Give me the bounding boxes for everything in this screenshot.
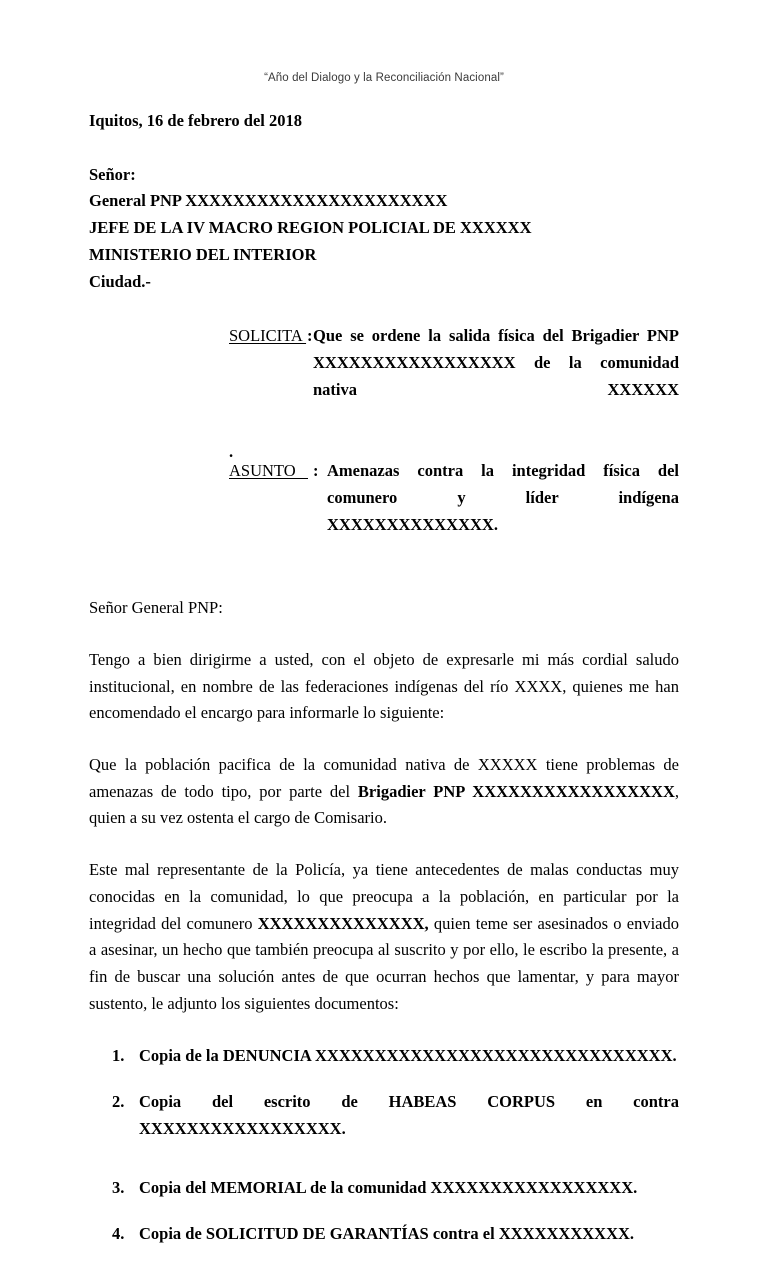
document-epigraph: “Año del Dialogo y la Reconciliación Nacional” [264, 72, 504, 84]
addressee-ministry-line: MINISTERIO DEL INTERIOR [89, 244, 317, 264]
list-item [112, 1221, 679, 1248]
list-item-number: 4. [112, 1224, 125, 1243]
asunto-label: ASUNTO [229, 461, 308, 481]
solicita-text: Que se ordene la salida física del Brigadier PNP XXXXXXXXXXXXXXXXX de la comunidad nativa XXXXXX [313, 326, 679, 399]
addressee-role-line: JEFE DE LA IV MACRO REGION POLICIAL DE XXXXXX [89, 218, 532, 238]
body-paragraph-2 [89, 752, 679, 832]
asunto-row [229, 458, 679, 565]
solicita-label: SOLICITA [229, 326, 307, 346]
paragraph-2-part-1: Que la población pacifica de la comunidad nativa de XXXXX tiene problemas de amenazas de todo tipo, por parte del [89, 754, 679, 801]
body-salutation: Señor General PNP: [89, 598, 223, 618]
asunto-text: Amenazas contra la integridad física del comunero y líder indígena XXXXXXXXXXXXXX. [327, 461, 679, 534]
list-item [112, 1089, 679, 1169]
list-item [112, 1175, 679, 1202]
addressee-name-line: General PNP XXXXXXXXXXXXXXXXXXXXXX [89, 191, 448, 211]
list-item-number: 3. [112, 1178, 125, 1198]
paragraph-2-part-2: , quien a su vez ostenta el cargo de Comisario. [89, 781, 680, 828]
document-content [89, 0, 679, 1267]
request-block-spacer [229, 430, 679, 444]
attachments-list [89, 1043, 679, 1247]
solicita-row [229, 323, 679, 430]
list-item [112, 1043, 679, 1070]
paragraph-3-part-2: quien teme ser asesinados o enviado a asesinar, un hecho que también preocupa al suscrito y por ello, le escribo la presente, a fin de buscar una solución antes de que ocurran hechos que lamentar, y para mayor sustento, le adjunto los siguientes documentos: [89, 913, 680, 1013]
list-item-text: Copia del escrito de HABEAS CORPUS en contra XXXXXXXXXXXXXXXXX. [139, 1092, 679, 1138]
stray-period: . [229, 442, 234, 462]
body-paragraph-1: Tengo a bien dirigirme a usted, con el objeto de expresarle mi más cordial saludo institucional, en nombre de las federaciones indígenas del río XXXX, quienes me han encomendado el encargo para informarle lo siguiente: [89, 649, 679, 723]
place-and-date: Iquitos, 16 de febrero del 2018 [89, 111, 302, 130]
addressee-block [89, 162, 679, 296]
addressee-salutation-line: Señor: [89, 164, 136, 184]
list-item-text: Copia de SOLICITUD DE GARANTÍAS contra el XXXXXXXXXXX. [139, 1224, 635, 1243]
list-item-text: Copia del MEMORIAL de la comunidad XXXXXXXXXXXXXXXXX. [139, 1178, 638, 1198]
request-subject-block [229, 323, 679, 565]
solicita-colon: : [307, 326, 313, 346]
body-paragraph-3 [89, 857, 679, 1017]
list-item-text: Copia de la DENUNCIA XXXXXXXXXXXXXXXXXXXXXXXXXXXXXX. [139, 1046, 677, 1066]
paragraph-2-bold-name: Brigadier PNP XXXXXXXXXXXXXXXXX [357, 781, 675, 801]
list-item-number: 1. [112, 1046, 125, 1066]
list-item-number: 2. [112, 1092, 125, 1112]
paragraph-3-bold-name: XXXXXXXXXXXXXX, [257, 913, 429, 933]
paragraph-3-part-1: Este mal representante de la Policía, ya tiene antecedentes de malas conductas muy conocidas en la comunidad, lo que preocupa a la población, en particular por la integridad del comunero [89, 860, 679, 933]
addressee-city-line: Ciudad.- [89, 271, 151, 291]
asunto-colon: : [313, 461, 319, 481]
